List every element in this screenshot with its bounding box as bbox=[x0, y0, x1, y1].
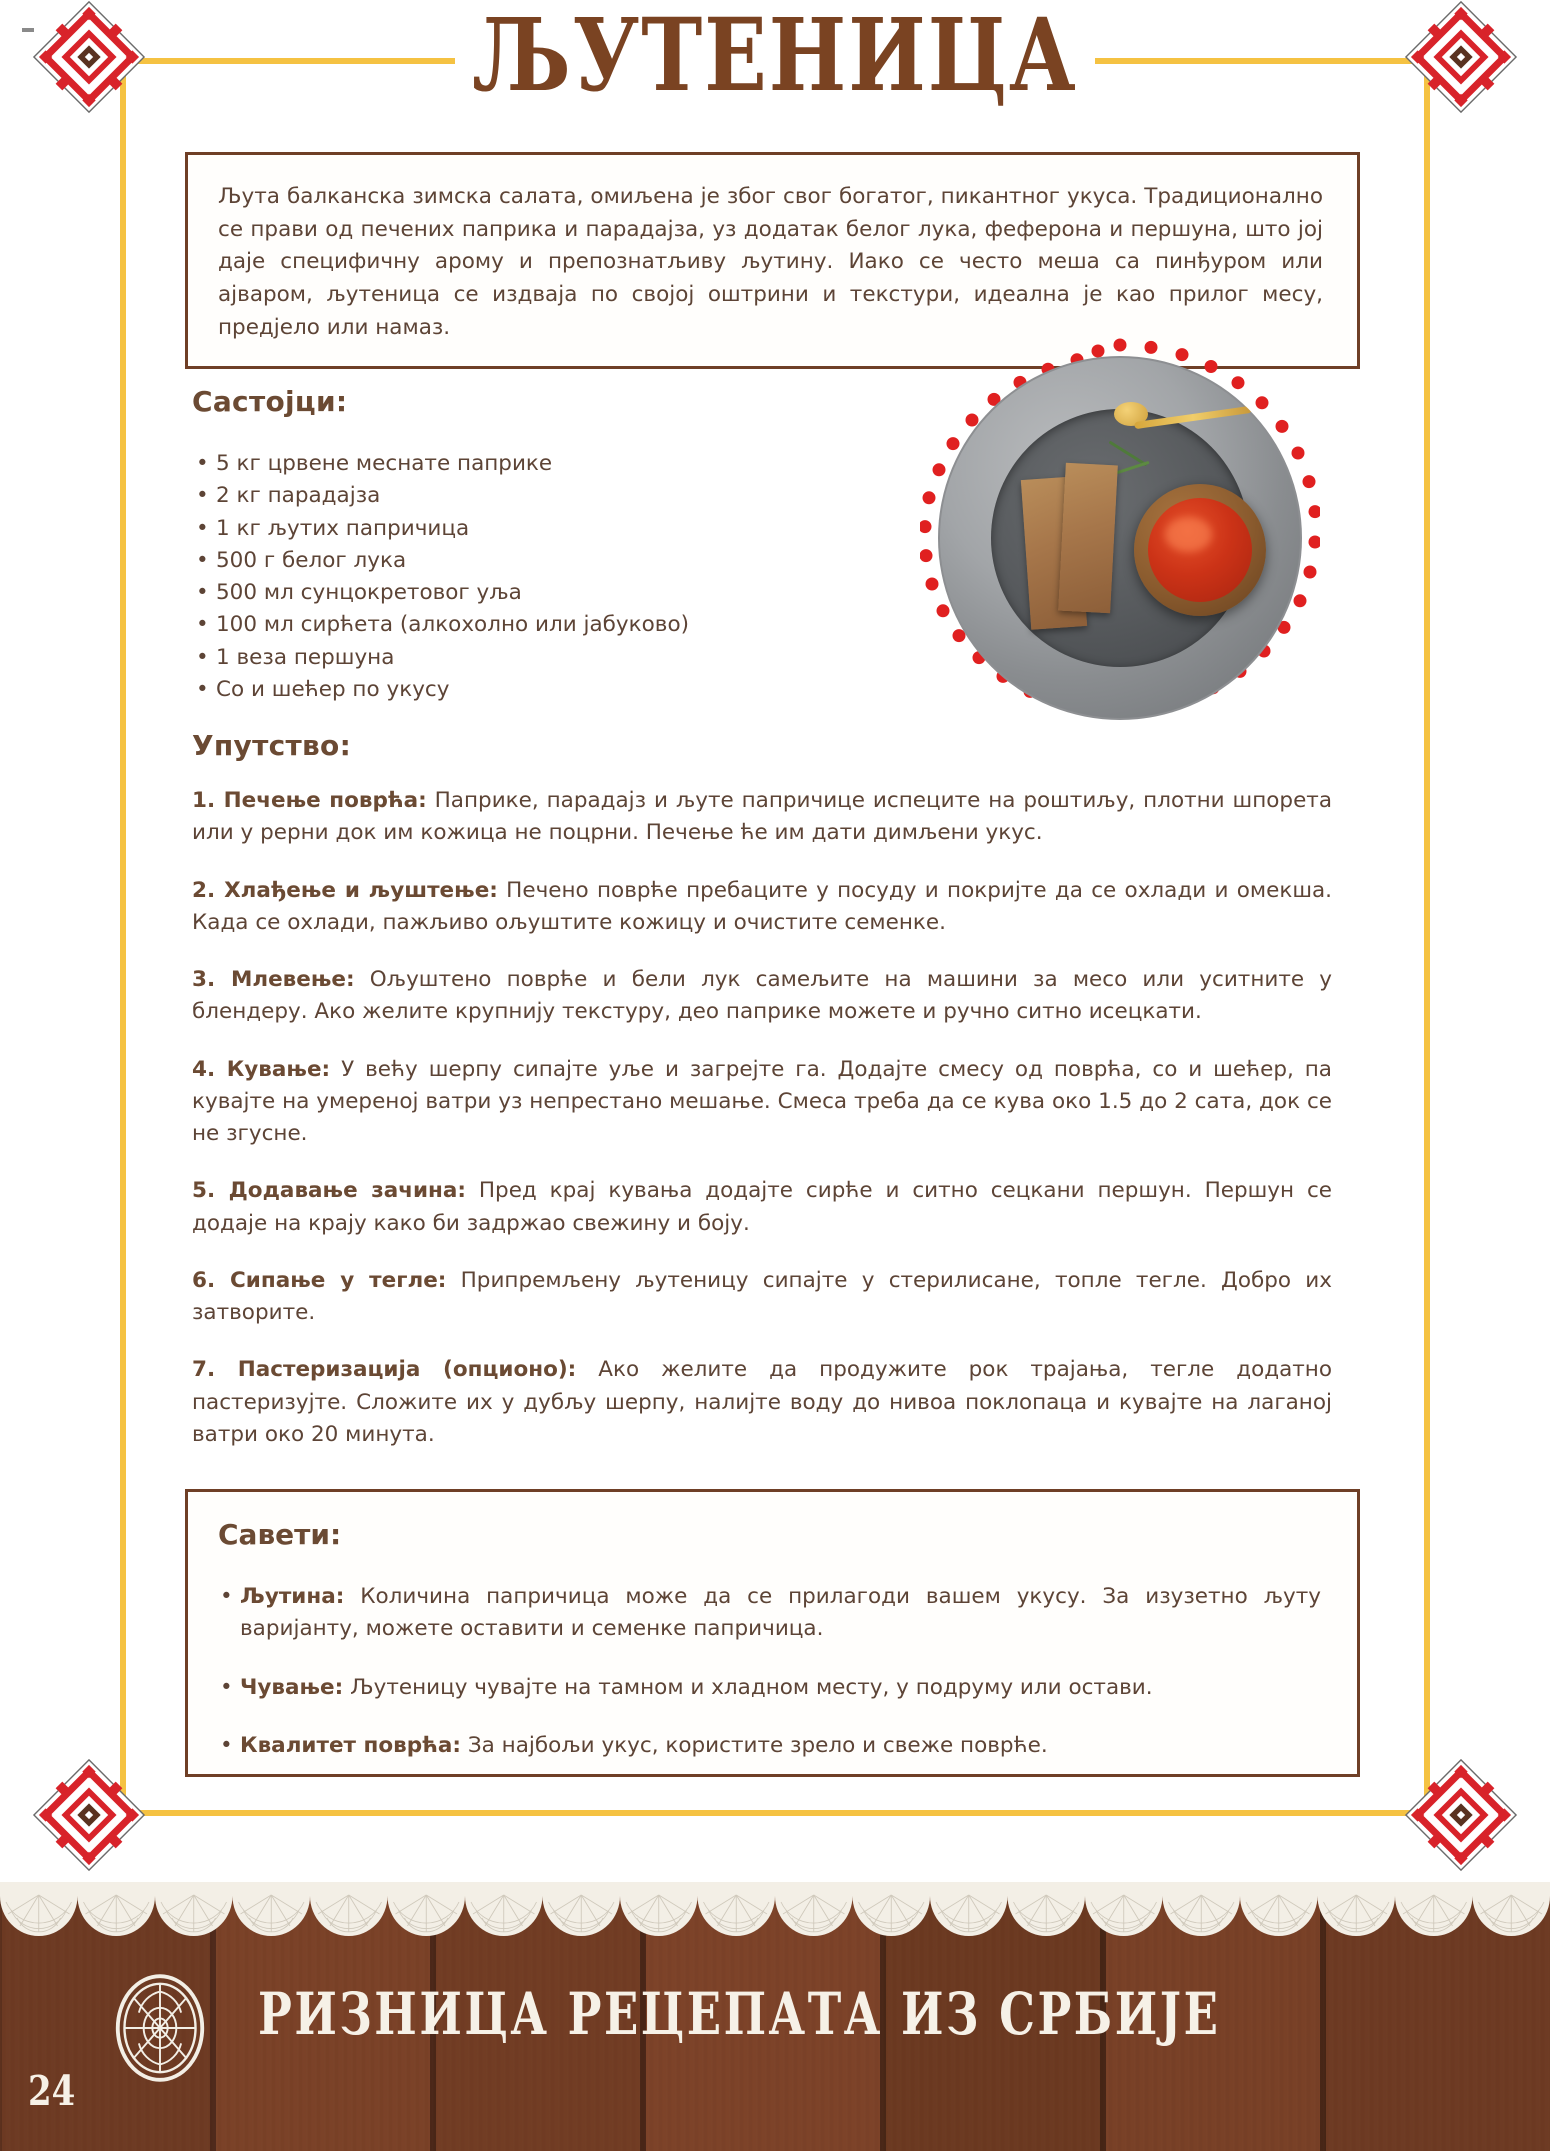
frame-border-left bbox=[120, 58, 126, 1816]
instruction-step bbox=[192, 964, 1332, 1029]
crispbread-slice bbox=[1058, 463, 1118, 614]
intro-text: Љута балканска зимска салата, омиљена је због свог богатог, пикантног укуса. Традиционално се прави од печених паприка и парадајза, уз додатак белог лука, феферона и першуна, што јој даје специфичну арому и препознатљиву љутину. Иако се често меша са пинђуром или ајваром, љутеница се издваја по својој оштрини и текстури, идеална је као прилог месу, предјело или намаз. bbox=[218, 184, 1323, 340]
list-item: • 500 мл сунцокретовог уља bbox=[196, 577, 756, 609]
list-item: • 2 кг парадајза bbox=[196, 480, 756, 512]
list-item: • Со и шећер по укусу bbox=[196, 674, 756, 706]
instruction-step bbox=[192, 1265, 1332, 1330]
instruction-step bbox=[192, 785, 1332, 850]
tips-box bbox=[185, 1489, 1360, 1777]
dish-photo bbox=[920, 338, 1320, 738]
ingredients-list bbox=[196, 448, 756, 706]
embroidery-diamond-icon-bottom-right bbox=[1402, 1756, 1520, 1874]
step-text: Пред крај кувања додајте сирће и ситно сецкани першун. Першун се додаје на крају како би задржао свежину и боју. bbox=[192, 1178, 1332, 1236]
step-text: Ољуштено поврће и бели лук самељите на машини за месо или уситните у блендеру. Ако желите крупнију текстуру, део паприке можете и ручно ситно исецкати. bbox=[192, 967, 1332, 1025]
embroidery-diamond-icon-bottom-left bbox=[30, 1756, 148, 1874]
step-text: Припремљену љутеницу сипајте у стерилисане, топле тегле. Добро их затворите. bbox=[192, 1267, 1332, 1325]
step-lead: 6. Сипање у тегле: bbox=[192, 1267, 447, 1293]
list-item: • 500 г белог лука bbox=[196, 545, 756, 577]
tips-heading: Савети: bbox=[218, 1518, 342, 1551]
step-lead: 7. Пастеризација (опционо): bbox=[192, 1357, 577, 1383]
instructions-list bbox=[192, 785, 1332, 1476]
instruction-step bbox=[192, 1175, 1332, 1240]
list-item: • 1 кг љутих папричица bbox=[196, 513, 756, 545]
tip-lead: Љутина: bbox=[240, 1584, 345, 1609]
step-text: Паприке, парадајз и љуте папричице испеците на роштиљу, плотни шпорета или у рерни док им кожица не поцрни. Печење ће им дати димљени укус. bbox=[192, 788, 1332, 846]
dish-photo-disc bbox=[938, 356, 1302, 720]
step-text: У већу шерпу сипајте уље и загрејте га. Додајте смесу од поврћа, со и шећер, па кувајте на умереној ватри уз непрестано мешање. Смеса треба да се кува око 1.5 до 2 сата, док се не згусне. bbox=[192, 1056, 1332, 1146]
list-item: • 100 мл сирћета (алкохолно или јабуково) bbox=[196, 609, 756, 641]
list-item: • 5 кг црвене меснате паприке bbox=[196, 448, 756, 480]
tip-lead: Квалитет поврћа: bbox=[240, 1732, 462, 1758]
instructions-heading: Упутство: bbox=[192, 729, 352, 762]
tip-item bbox=[218, 1730, 1321, 1762]
step-lead: 5. Додавање зачина: bbox=[192, 1178, 467, 1204]
tip-text: За најбољи укус, користите зрело и свеже поврће. bbox=[461, 1732, 1048, 1758]
footer-brand-title: РИЗНИЦА РЕЦЕПАТА ИЗ СРБИЈЕ bbox=[258, 1980, 1221, 2048]
lace-rosette-medallion-icon bbox=[112, 1970, 208, 2086]
step-text: Печено поврће пребаците у посуду и покријте да се охлади и омекша. Када се охлади, пажљиво ољуштите кожицу и очистите семенке. bbox=[192, 877, 1333, 935]
page-footer bbox=[0, 1882, 1550, 2151]
page-number: 24 bbox=[28, 2068, 76, 2116]
step-lead: 3. Млевење: bbox=[192, 967, 355, 992]
ljutenica-spread bbox=[1148, 498, 1252, 602]
step-text: Ако желите да продужите рок трајања, тегле додатно пастеризујте. Сложите их у дубљу шерпу, налијте воду до нивоа поклопаца и кувајте на лаганој ватри око 20 минута. bbox=[192, 1357, 1332, 1447]
tip-text: Количина папричица може да се прилагоди вашем укусу. За изузетно љуту варијанту, можете оставити и семенке папричица. bbox=[240, 1584, 1321, 1642]
tip-lead: Чување: bbox=[240, 1674, 344, 1700]
ingredients-heading: Састојци: bbox=[192, 385, 348, 418]
instruction-step bbox=[192, 1354, 1332, 1451]
lace-trim-icon bbox=[0, 1882, 1550, 1940]
wooden-bowl bbox=[1134, 484, 1266, 616]
frame-border-right bbox=[1424, 58, 1430, 1816]
intro-description-box bbox=[185, 152, 1360, 369]
instruction-step bbox=[192, 875, 1332, 940]
tip-item bbox=[218, 1581, 1321, 1646]
tip-item bbox=[218, 1672, 1321, 1704]
step-lead: 4. Кување: bbox=[192, 1056, 331, 1082]
step-lead: 1. Печење поврћа: bbox=[192, 788, 427, 813]
tip-text: Љутеницу чувајте на тамном и хладном месту, у подруму или остави. bbox=[343, 1674, 1153, 1700]
step-lead: 2. Хлађење и љуштење: bbox=[192, 877, 498, 903]
frame-border-bottom bbox=[120, 1810, 1430, 1816]
page-title: ЉУТЕНИЦА bbox=[472, 0, 1078, 115]
instruction-step bbox=[192, 1054, 1332, 1151]
list-item: • 1 веза першуна bbox=[196, 642, 756, 674]
